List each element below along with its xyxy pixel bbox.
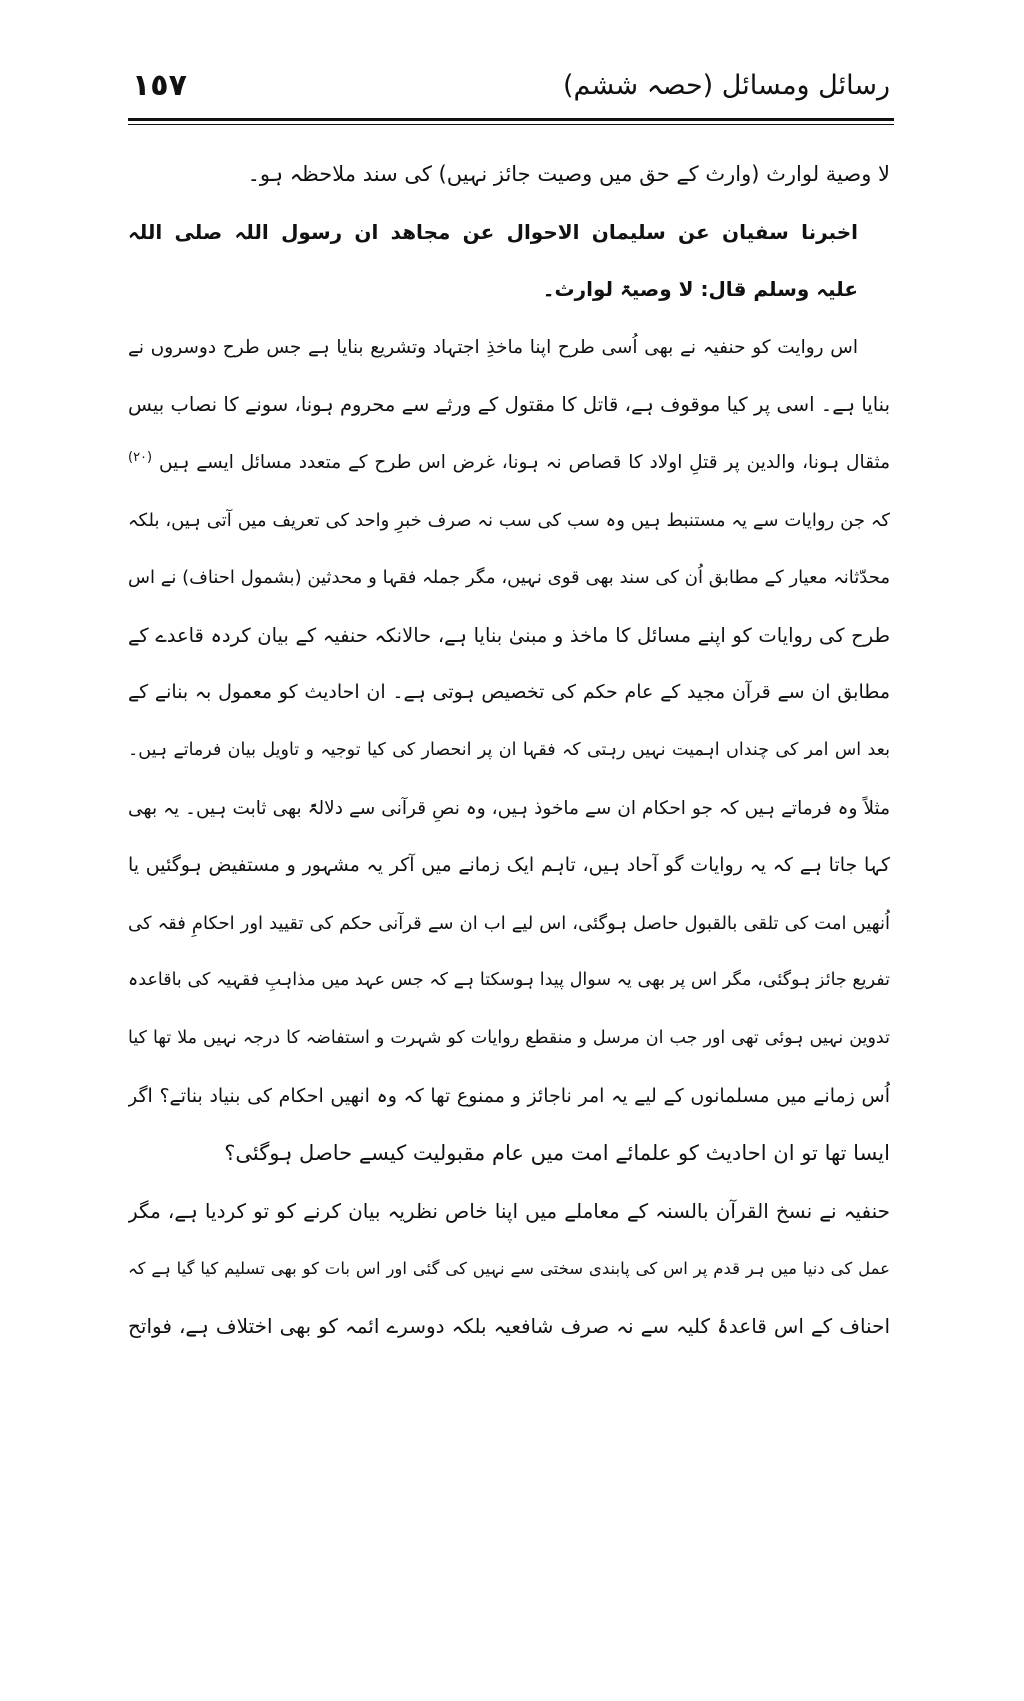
text-line: تفریع جائز ہوگئی، مگر اس پر بھی یہ سوال پیدا ہوسکتا ہے کہ جس عہد میں مذاہبِ فقہیہ کی باقاعدہ (128, 970, 890, 991)
text-line: عمل کی دنیا میں ہر قدم پر اس کی پابندی سختی سے نہیں کی گئی اور اس بات کو بھی تسلیم کیا گیا ہے کہ (128, 1259, 890, 1279)
text-line: کہا جاتا ہے کہ یہ روایات گو آحاد ہیں، تاہم ایک زمانے میں آکر یہ مشہور و مستفیض ہوگئیں یا (128, 854, 890, 877)
text-line: مثلاً وہ فرماتے ہیں کہ جو احکام ان سے ماخوذ ہیں، وہ نصِ قرآنی سے دلالۃً بھی ثابت ہیں۔ یہ بھی (128, 797, 890, 819)
page-number: ١٥٧ (132, 68, 187, 103)
text-line: اس روایت کو حنفیہ نے بھی اُسی طرح اپنا ماخذِ اجتہاد وتشریع بنایا ہے جس طرح دوسروں نے (128, 336, 858, 358)
arabic-quote-line: علیہ وسلم قال: لا وصیۃ لوارث۔ (542, 277, 858, 302)
header-rule-thin (128, 124, 894, 125)
text-line: تدوین نہیں ہوئی تھی اور جب ان مرسل و منقطع روایات کو شہرت و استفاضہ کا درجہ نہیں ملا تھا کیا (128, 1027, 890, 1048)
text-line: لا وصية لوارث (وارث کے حق میں وصیت جائز نہیں) کی سند ملاحظہ ہو۔ (247, 162, 890, 186)
body-text (128, 146, 890, 1355)
text-line: محدّثانہ معیار کے مطابق اُن کی سند بھی قوی نہیں، مگر جملہ فقہا و محدثین (بشمول احناف) نے اس (128, 567, 890, 589)
footnote-marker: (٢٠) (128, 449, 153, 465)
text-line-with-footnote (128, 434, 890, 492)
running-title: رسائل ومسائل (حصہ ششم) (562, 70, 890, 101)
text-line: احناف کے اس قاعدۂ کلیہ سے نہ صرف شافعیہ بلکہ دوسرے ائمہ کو بھی اختلاف ہے، فواتح (128, 1313, 890, 1338)
text-line: حنفیہ نے نسخ القرآن بالسنہ کے معاملے میں اپنا خاص نظریہ بیان کرنے کو تو کردیا ہے، مگر (128, 1198, 890, 1223)
line-text: مثقال ہونا، والدین پر قتلِ اولاد کا قصاص نہ ہونا، غرض اس طرح کے متعدد مسائل ایسے ہیں (158, 451, 890, 473)
text-line: مطابق ان سے قرآن مجید کے عام حکم کی تخصیص ہوتی ہے۔ ان احادیث کو معمول بہ بنانے کے (128, 681, 890, 704)
arabic-quote-line: اخبرنا سفیان عن سلیمان الاحوال عن مجاھد ان رسول اللہ صلی اللہ (128, 219, 858, 244)
text-line: ایسا تھا تو ان احادیث کو علمائے امت میں عام مقبولیت کیسے حاصل ہوگئی؟ (224, 1141, 890, 1166)
text-line: بعد اس امر کی چنداں اہمیت نہیں رہتی کہ فقہا ان پر انحصار کی کیا توجیہ و تاویل بیان فرماتے ہیں۔ (128, 739, 890, 760)
page-header (128, 64, 890, 114)
text-line: طرح کی روایات کو اپنے مسائل کا ماخذ و مبنیٰ بنایا ہے، حالانکہ حنفیہ کے بیان کردہ قاعدے کے (128, 623, 890, 647)
text-line: بنایا ہے۔ اسی پر کیا موقوف ہے، قاتل کا مقتول کے ورثے سے محروم ہونا، سونے کا نصاب بیس (128, 393, 890, 417)
header-rule-thick (128, 118, 894, 121)
text-line: کہ جن روایات سے یہ مستنبط ہیں وہ سب کی سب نہ صرف خبرِ واحد کی تعریف میں آتی ہیں، بلکہ (128, 509, 890, 531)
text-line: اُس زمانے میں مسلمانوں کے لیے یہ امر ناجائز و ممنوع تھا کہ وہ انھیں احکام کی بنیاد بناتے؟ اگر (128, 1084, 890, 1107)
text-line: اُنھیں امت کی تلقی بالقبول حاصل ہوگئی، اس لیے اب ان سے قرآنی حکم کی تقیید اور احکامِ فقہ کی (128, 912, 890, 934)
